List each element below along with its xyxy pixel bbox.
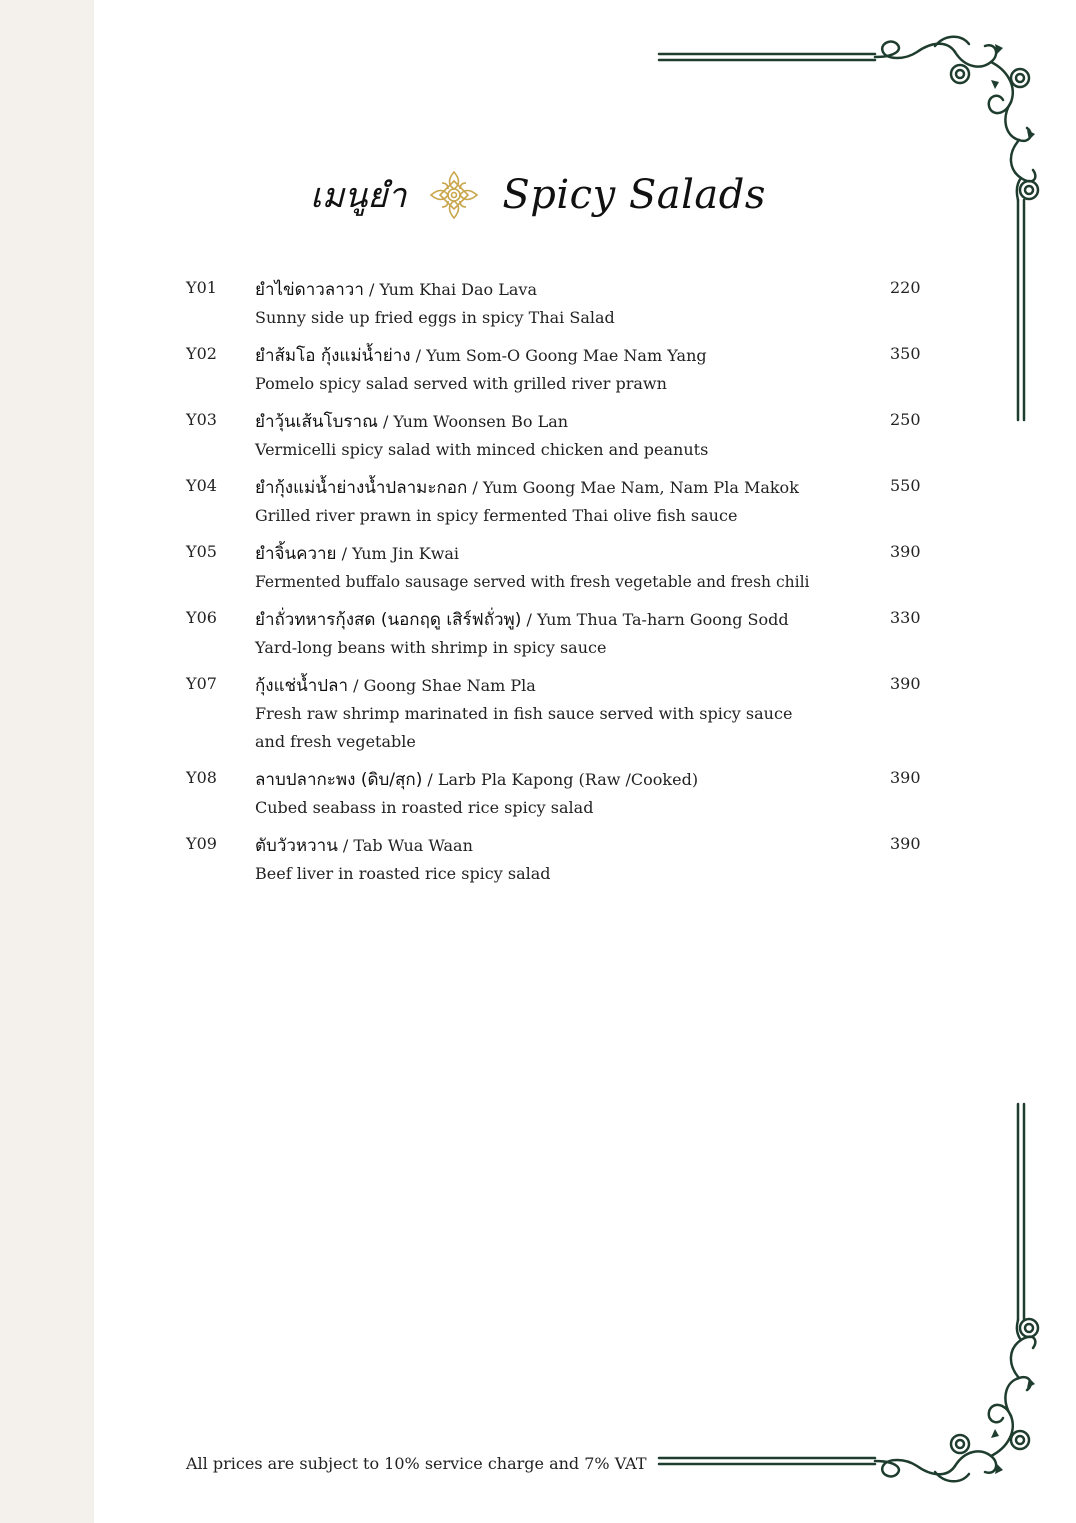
item-separator: / [348, 676, 364, 695]
item-name-english: Yum Jin Kwai [352, 544, 460, 563]
item-description: Cubed seabass in roasted rice spicy salad [255, 798, 594, 817]
flourish-icon [655, 1100, 1055, 1500]
item-code: Y07 [186, 674, 217, 693]
title-thai: เมนูยำ [310, 176, 407, 216]
menu-item [186, 342, 926, 398]
item-name-english: Larb Pla Kapong (Raw /Cooked) [437, 770, 699, 789]
item-code: Y04 [186, 476, 217, 495]
item-separator: / [337, 836, 354, 855]
item-description: Vermicelli spicy salad with minced chicken and peanuts [255, 440, 709, 459]
menu-item [186, 540, 926, 596]
item-name [255, 832, 835, 860]
item-price: 390 [890, 542, 921, 561]
menu-list [186, 276, 926, 898]
item-name-thai: ลาบปลากะพง (ดิบ/สุก) [255, 770, 423, 790]
item-code: Y06 [186, 608, 217, 627]
item-code: Y05 [186, 542, 217, 561]
item-separator: / [410, 346, 427, 365]
item-price: 550 [890, 476, 921, 495]
item-name [255, 766, 835, 794]
menu-item [186, 606, 926, 662]
item-name [255, 276, 835, 304]
item-separator: / [467, 478, 483, 497]
item-name [255, 408, 835, 436]
item-price: 390 [890, 674, 921, 693]
item-name [255, 672, 835, 700]
item-name-thai: ยำจิ้นควาย [255, 544, 337, 564]
item-separator: / [521, 610, 537, 629]
item-description: Yard-long beans with shrimp in spicy sauce [255, 638, 607, 657]
item-description: Fermented buffalo sausage served with fresh vegetable and fresh chili [255, 573, 810, 591]
item-code: Y08 [186, 768, 217, 787]
item-price: 390 [890, 834, 921, 853]
item-name-english: Yum Thua Ta-harn Goong Sodd [536, 610, 789, 629]
item-name-thai: ยำส้มโอ กุ้งแม่น้ำย่าง [255, 346, 411, 366]
item-separator: / [336, 544, 353, 563]
corner-ornament-bottom [655, 1100, 1055, 1500]
item-separator: / [363, 280, 380, 299]
item-code: Y02 [186, 344, 217, 363]
thai-flower-icon [428, 169, 480, 221]
item-description-line-2: and fresh vegetable [255, 732, 416, 751]
item-separator: / [377, 412, 394, 431]
item-name-english: Yum Woonsen Bo Lan [393, 412, 569, 431]
item-code: Y01 [186, 278, 217, 297]
menu-item [186, 276, 926, 332]
menu-item [186, 408, 926, 464]
item-price: 330 [890, 608, 921, 627]
item-price: 250 [890, 410, 921, 429]
item-price: 350 [890, 344, 921, 363]
item-name-thai: ยำไข่ดาวลาวา [255, 280, 364, 300]
item-name-thai: กุ้งแช่น้ำปลา [255, 676, 349, 696]
menu-item [186, 672, 926, 756]
item-name-thai: ยำวุ้นเส้นโบราณ [255, 412, 378, 432]
item-price: 390 [890, 768, 921, 787]
item-description: Fresh raw shrimp marinated in fish sauce served with spicy sauce [255, 704, 793, 723]
item-name-english: Yum Khai Dao Lava [379, 280, 537, 299]
item-name-english: Yum Som-O Goong Mae Nam Yang [426, 346, 707, 365]
menu-item [186, 832, 926, 888]
menu-item [186, 474, 926, 530]
item-name [255, 342, 835, 370]
page-title [0, 150, 1076, 240]
item-description: Pomelo spicy salad served with grilled river prawn [255, 374, 667, 393]
item-name-thai: ยำถั่วทหารกุ้งสด (นอกฤดู เสิร์ฟถั่วพู) [255, 610, 522, 630]
item-name [255, 540, 855, 568]
item-description: Grilled river prawn in spicy fermented Thai olive fish sauce [255, 506, 738, 525]
title-english: Spicy Salads [502, 172, 766, 218]
item-name-english: Yum Goong Mae Nam, Nam Pla Makok [482, 478, 799, 497]
item-description: Sunny side up fried eggs in spicy Thai Salad [255, 308, 615, 327]
item-name-english: Goong Shae Nam Pla [363, 676, 536, 695]
menu-item [186, 766, 926, 822]
item-name [255, 606, 835, 634]
item-code: Y09 [186, 834, 217, 853]
item-description: Beef liver in roasted rice spicy salad [255, 864, 551, 883]
item-price: 220 [890, 278, 921, 297]
item-name-thai: ตับวัวหวาน [255, 836, 338, 856]
item-name-thai: ยำกุ้งแม่น้ำย่างน้ำปลามะกอก [255, 478, 468, 498]
item-name-english: Tab Wua Waan [353, 836, 473, 855]
item-separator: / [422, 770, 438, 789]
item-name [255, 474, 835, 502]
item-code: Y03 [186, 410, 217, 429]
footer-note: All prices are subject to 10% service charge and 7% VAT [186, 1454, 647, 1473]
